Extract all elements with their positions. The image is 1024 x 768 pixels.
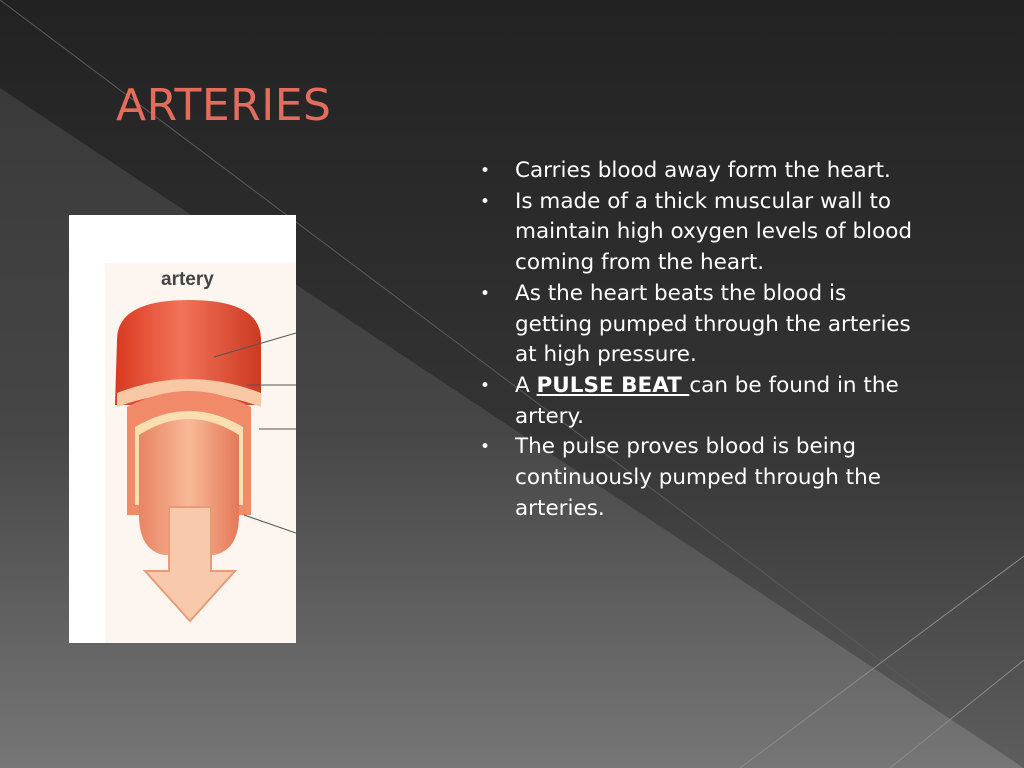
bullet-item: • The pulse proves blood is being continuously pumped through the arteries. [478,432,918,524]
bullet-item: • Carries blood away form the heart. [478,156,918,187]
bullet-item: • Is made of a thick muscular wall to maintain high oxygen levels of blood coming from the heart. [478,187,918,279]
slide-title: ARTERIES [116,80,332,131]
bullet-item: • As the heart beats the blood is getting pumped through the arteries at high pressure. [478,279,918,371]
bullet-list [478,156,918,524]
artery-label: artery [161,269,214,290]
pulse-beat-term: PULSE BEAT [536,372,690,398]
bullet-item: • A PULSE BEAT can be found in the artery. [478,371,918,432]
artery-illustration [69,215,296,643]
